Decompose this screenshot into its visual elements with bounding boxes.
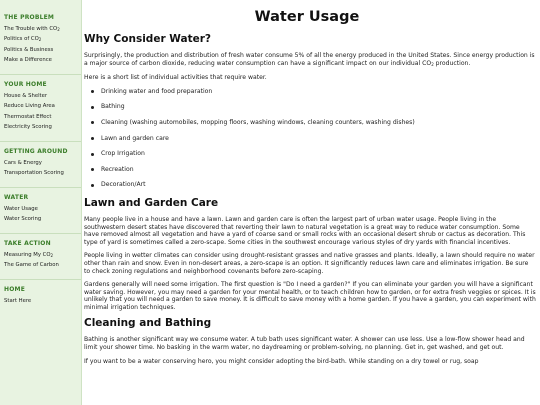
nav-section-water — [0, 194, 81, 225]
nav-item-reduce-living-area[interactable]: Reduce Living Area — [4, 103, 55, 109]
nav-item-make-a-difference[interactable]: Make a Difference — [4, 57, 52, 63]
nav-item-politics-business[interactable]: Politics & Business — [4, 46, 54, 53]
nav-item-thermostat-effect[interactable]: Thermostat Effect — [4, 113, 52, 120]
bullet-icon — [91, 90, 94, 93]
list-item — [84, 119, 536, 127]
nav-heading-your-home: YOUR HOME — [4, 81, 47, 88]
nav-item-start-here[interactable]: Start Here — [4, 297, 32, 304]
nav-divider — [0, 187, 81, 188]
nav-item-water-usage[interactable]: Water Usage — [4, 205, 38, 212]
list-item-text: Lawn and garden care — [101, 134, 169, 142]
nav-heading-home: HOME — [4, 286, 25, 293]
paragraph-bathing-2: If you want to be a water conserving hero, you might consider adopting the bird-bath. While standing on a dry towel or rug, soap — [84, 357, 479, 365]
nav-item-electricity-scoring[interactable]: Electricity Scoring — [4, 124, 52, 130]
nav-item-cars-energy[interactable]: Cars & Energy — [4, 159, 42, 166]
nav-heading-the-problem: THE PROBLEM — [4, 14, 55, 21]
nav-item-trouble-with-co2[interactable] — [0, 24, 81, 35]
paragraph-lawn-3: Gardens generally will need some irrigation. The first question is "Do I need a garden?" If you can eliminate your garden you will have a significant water saving. However, you may need a garden for your mental health, or to teach children how to garden, or for extra fresh veggies or spices. It is unlikely that you will need a garden to save money. It is difficult to save money with a home garden. If you have a garden, you can experiment with minimal irrigation techniques. — [84, 281, 536, 311]
list-item-text: Decoration/Art — [101, 181, 146, 189]
nav-divider — [0, 74, 81, 75]
list-item — [84, 88, 536, 96]
main-content — [84, 0, 536, 405]
paragraph-lawn-1: Many people live in a house and have a lawn. Lawn and garden care is often the largest part of urban water usage. People living in the southwestern desert states have discovered that reverting their lawn to natural vegetation is a great way to reduce water consumption. Some have removed almost all vegetation and have a yard of coarse sand or small rocks with an occasional desert shrub or cactus as decoration. This type of yard is sometimes called a zero-scape. Some cities in the southwest encourage various styles of dry yards with financial incentives. — [84, 215, 526, 246]
nav-section-take-action — [0, 240, 81, 271]
co2-subscript: 2 — [50, 252, 54, 258]
section-heading-why-consider-water: Why Consider Water? — [84, 33, 211, 45]
list-item — [84, 166, 536, 174]
sidebar-nav — [0, 0, 82, 405]
bullet-icon — [91, 137, 94, 140]
nav-heading-getting-around: GETTING AROUND — [4, 148, 68, 155]
nav-item-house-shelter[interactable]: House & Shelter — [4, 92, 48, 99]
nav-item-politics-of-co2[interactable] — [0, 35, 81, 46]
nav-item-label: Measuring My CO — [4, 251, 51, 258]
paragraph-bathing-1: Bathing is another significant way we consume water. A tub bath uses significant water. A shower can use less. Use a low-flow shower head and limit your shower time. No basking in the warm water, no daydreaming or problem-solving, no planning. Get in, get washed, and get out. — [84, 336, 525, 352]
list-item-text: Recreation — [101, 165, 134, 173]
nav-item-measuring-my-co2[interactable] — [0, 250, 81, 261]
co2-subscript: 2 — [431, 61, 434, 67]
section-heading-cleaning-bathing: Cleaning and Bathing — [84, 317, 212, 330]
bullet-icon — [91, 121, 94, 124]
list-item-text: Drinking water and food preparation — [101, 87, 213, 95]
nav-item-game-of-carbon[interactable]: The Game of Carbon — [4, 262, 59, 268]
bullet-icon — [91, 153, 94, 156]
section-heading-lawn-garden: Lawn and Garden Care — [84, 196, 219, 209]
paragraph-energy-intro — [84, 52, 536, 68]
bullet-icon — [91, 106, 94, 109]
activities-list — [84, 88, 536, 189]
co2-subscript: 2 — [38, 37, 42, 42]
nav-item-water-scoring[interactable]: Water Scoring — [4, 216, 42, 222]
nav-item-label: The Trouble with CO — [4, 25, 58, 32]
paragraph-activities-intro: Here is a short list of individual activities that require water. — [84, 74, 267, 82]
bullet-icon — [91, 184, 94, 187]
page-title: Water Usage — [254, 9, 360, 25]
paragraph-lawn-2: People living in wetter climates can consider using drought-resistant grasses and native grasses and plants. Ideally, a lawn should require no water other than rain and snow. Even in non-desert areas, a zero-scape is an option. It significantly reduces lawn care and eliminates irrigation. Be sure to check zoning regulations and neighborhood covenants before zero-scaping. — [84, 252, 535, 275]
nav-item-transportation-scoring[interactable]: Transportation Scoring — [4, 170, 64, 176]
nav-heading-water: WATER — [4, 194, 29, 201]
list-item-text: Crop Irrigation — [101, 150, 145, 158]
list-item — [84, 135, 536, 143]
nav-section-getting-around — [0, 148, 81, 179]
paragraph-text: Surprisingly, the production and distribution of fresh water consume 5% of all the energy produced in the United States. Since energy production is a major source of carbon dioxide, reducing water consumption can have a significant impact on our individual CO — [84, 52, 535, 67]
nav-divider — [0, 279, 81, 280]
co2-subscript: 2 — [57, 26, 60, 32]
nav-divider — [0, 233, 81, 234]
list-item-text: Cleaning (washing automobiles, mopping floors, washing windows, cleaning counters, washing dishes) — [101, 118, 415, 126]
paragraph-text: production. — [433, 59, 471, 67]
bullet-icon — [91, 168, 94, 171]
list-item — [84, 103, 536, 111]
list-item — [84, 181, 536, 189]
nav-section-home — [0, 286, 81, 307]
list-item-text: Bathing — [101, 103, 125, 111]
nav-heading-take-action: TAKE ACTION — [4, 240, 51, 247]
list-item — [84, 150, 536, 158]
nav-section-your-home — [0, 81, 81, 133]
nav-item-label: Politics of CO — [4, 36, 39, 42]
nav-section-the-problem — [0, 14, 81, 66]
nav-divider — [0, 141, 81, 142]
